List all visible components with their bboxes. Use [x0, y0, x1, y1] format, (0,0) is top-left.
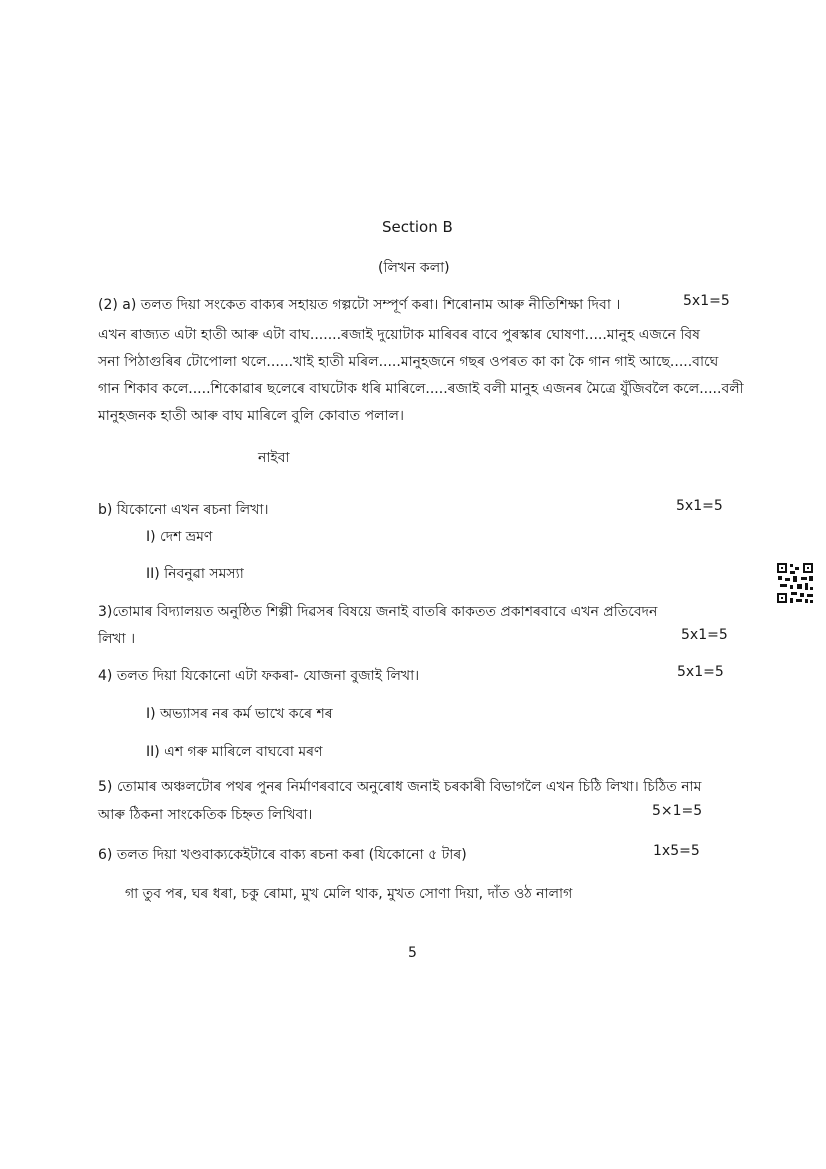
section-subtitle: (লিখন কলা)	[378, 260, 450, 276]
question-2b-text: b) যিকোনো এখন ৰচনা লিখা।	[98, 502, 269, 518]
question-2b-marks: 5x1=5	[676, 498, 723, 514]
question-4-text: 4) তলত দিয়া যিকোনো এটা ফকৰা- যোজনা বুজাই লিখা।	[98, 668, 420, 684]
story-line: এখন ৰাজ্যত এটা হাতী আৰু এটা বাঘ.......ৰজাই দুয়োটাক মাৰিবৰ বাবে পুৰস্কাৰ ঘোষণা.....মানুহ এজনে বিষ	[98, 327, 700, 343]
question-2a-text: (2) a) তলত দিয়া সংকেত বাক্যৰ সহায়ত গল্পটো সম্পূৰ্ণ কৰা। শিৰোনাম আৰু নীতিশিক্ষা দিবা ।	[98, 297, 621, 313]
question-2a-marks: 5x1=5	[683, 293, 730, 309]
question-5-marks: 5×1=5	[652, 803, 703, 819]
question-3-line-2: লিখা ।	[98, 631, 136, 647]
story-line: সনা পিঠাগুৰিৰ টোপোলা থলে......খাই হাতী মৰিল.....মানুহজনে গছৰ ওপৰত কা কা কৈ গান গাই আছে.....বাঘে	[98, 354, 719, 370]
or-label: নাইবা	[258, 450, 290, 466]
story-line: মানুহজনক হাতী আৰু বাঘ মাৰিলে বুলি কোবাত পলাল।	[98, 408, 404, 424]
question-3-marks: 5x1=5	[681, 627, 728, 643]
question-4-marks: 5x1=5	[677, 664, 724, 680]
question-5-line-2: আৰু ঠিকনা সাংকেতিক চিহ্নত লিখিবা।	[98, 807, 313, 823]
question-5-line-1: 5) তোমাৰ অঞ্চলটোৰ পথৰ পুনৰ নিৰ্মাণৰবাবে অনুৰোধ জনাই চৰকাৰী বিভাগলৈ এখন চিঠি লিখা। চিঠিত নাম	[98, 779, 702, 795]
story-line: গান শিকাব কলে.....শিকোৱাৰ ছলেৰে বাঘটোক ধৰি মাৰিলে.....ৰজাই বলী মানুহ এজনৰ মৈত্রে যুঁজিবলৈ কলে.....বলী	[98, 381, 744, 397]
question-6-marks: 1x5=5	[653, 843, 700, 859]
question-4-option: II) এশ গৰু মাৰিলে বাঘবো মৰণ	[146, 744, 323, 760]
question-4-option: I) অভ্যাসৰ নৰ কৰ্ম ভাখে কৰে শৰ	[146, 706, 333, 722]
question-2a-story-hints	[98, 322, 744, 430]
section-title: Section B	[382, 218, 453, 236]
question-2b-option: II) নিবনুৱা সমস্যা	[146, 566, 244, 582]
question-2b-option: I) দেশ ভ্ৰমণ	[146, 529, 213, 545]
question-6-text: 6) তলত দিয়া খণ্ডবাক্যকেইটাৰে বাক্য ৰচনা কৰা (যিকোনো ৫ টাৰ)	[98, 847, 467, 863]
page-number: 5	[408, 945, 417, 961]
question-6-phrases: গা তুব পৰ, ঘৰ ধৰা, চকু ৰোমা, মুখ মেলি থাক, মুখত সোণা দিয়া, দাঁত ওঠ নালাগ	[125, 886, 573, 902]
qr-code-icon	[776, 562, 814, 604]
question-3-line-1: 3)তোমাৰ বিদ্যালয়ত অনুষ্ঠিত শিল্পী দিৱসৰ বিষয়ে জনাই বাতৰি কাকতত প্ৰকাশৰবাবে এখন প্ৰতিবেদন	[98, 604, 658, 620]
